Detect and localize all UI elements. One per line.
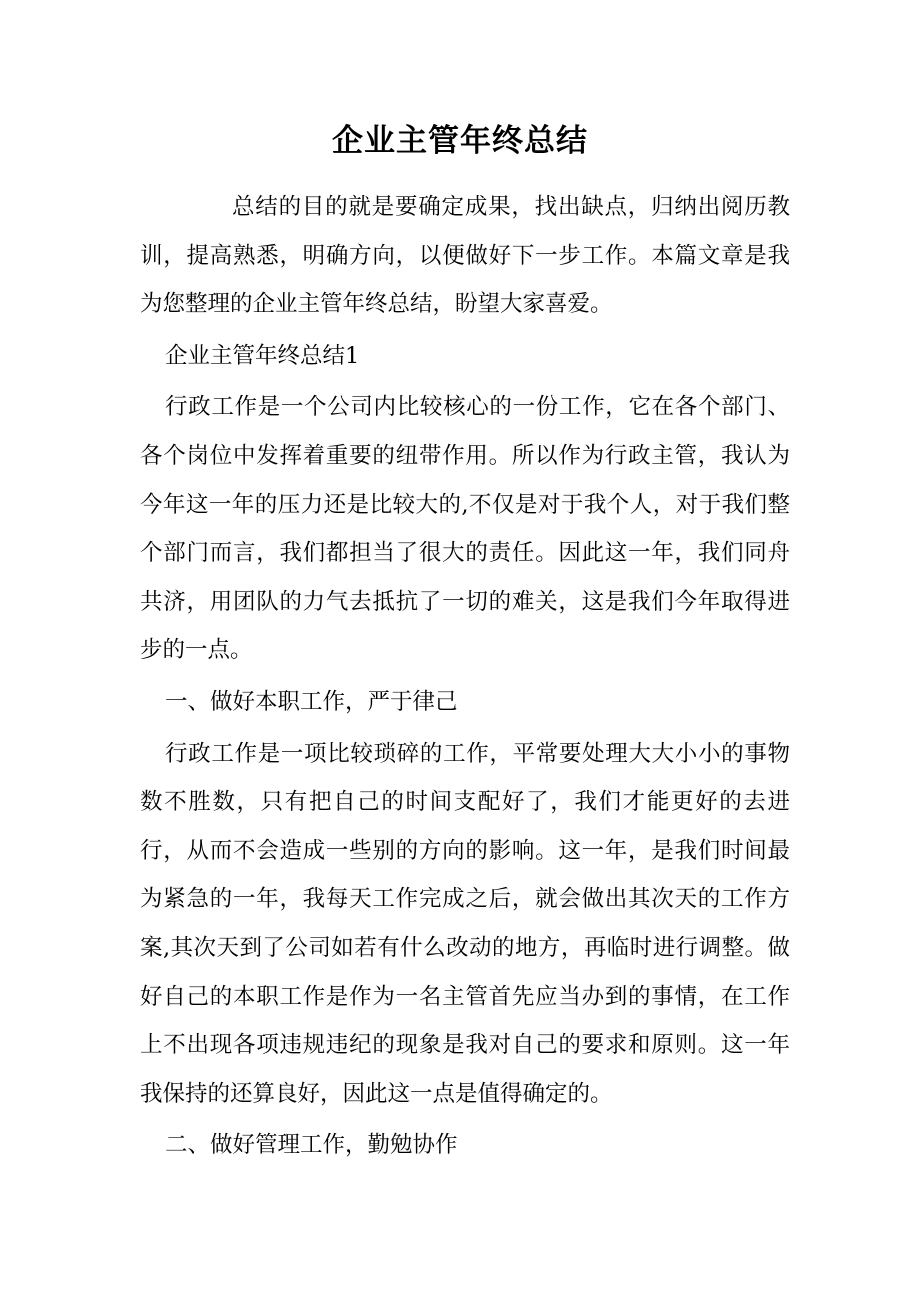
subheading-2: 二、做好管理工作，勤勉协作 bbox=[165, 1132, 458, 1159]
intro-paragraph: 总结的目的就是要确定成果，找出缺点，归纳出阅历教训，提高熟悉，明确方向，以便做好下一步工作。本篇文章是我为您整理的企业主管年终总结，盼望大家喜爱。 bbox=[140, 194, 790, 318]
body-paragraph-1: 行政工作是一个公司内比较核心的一份工作，它在各个部门、各个岗位中发挥着重要的纽带作用。所以作为行政主管，我认为今年这一年的压力还是比较大的,不仅是对于我个人，对于我们整个部门而言，我们都担当了很大的责任。因此这一年，我们同舟共济，用团队的力气去抵抗了一切的难关，这是我们今年取得进步的一点。 bbox=[140, 394, 790, 664]
document-title: 企业主管年终总结 bbox=[332, 123, 588, 159]
subheading-1: 一、做好本职工作，严于律己 bbox=[165, 688, 458, 715]
body-paragraph-2: 行政工作是一项比较琐碎的工作，平常要处理大大小小的事物数不胜数，只有把自己的时间支配好了，我们才能更好的去进行，从而不会造成一些别的方向的影响。这一年，是我们时间最为紧急的一年，我每天工作完成之后，就会做出其次天的工作方案,其次天到了公司如若有什么改动的地方，再临时进行调整。做好自己的本职工作是作为一名主管首先应当办到的事情，在工作上不出现各项违规违纪的现象是我对自己的要求和原则。这一年我保持的还算良好，因此这一点是值得确定的。 bbox=[140, 740, 790, 1107]
document-body bbox=[140, 183, 790, 1170]
section-title: 企业主管年终总结1 bbox=[165, 342, 360, 369]
